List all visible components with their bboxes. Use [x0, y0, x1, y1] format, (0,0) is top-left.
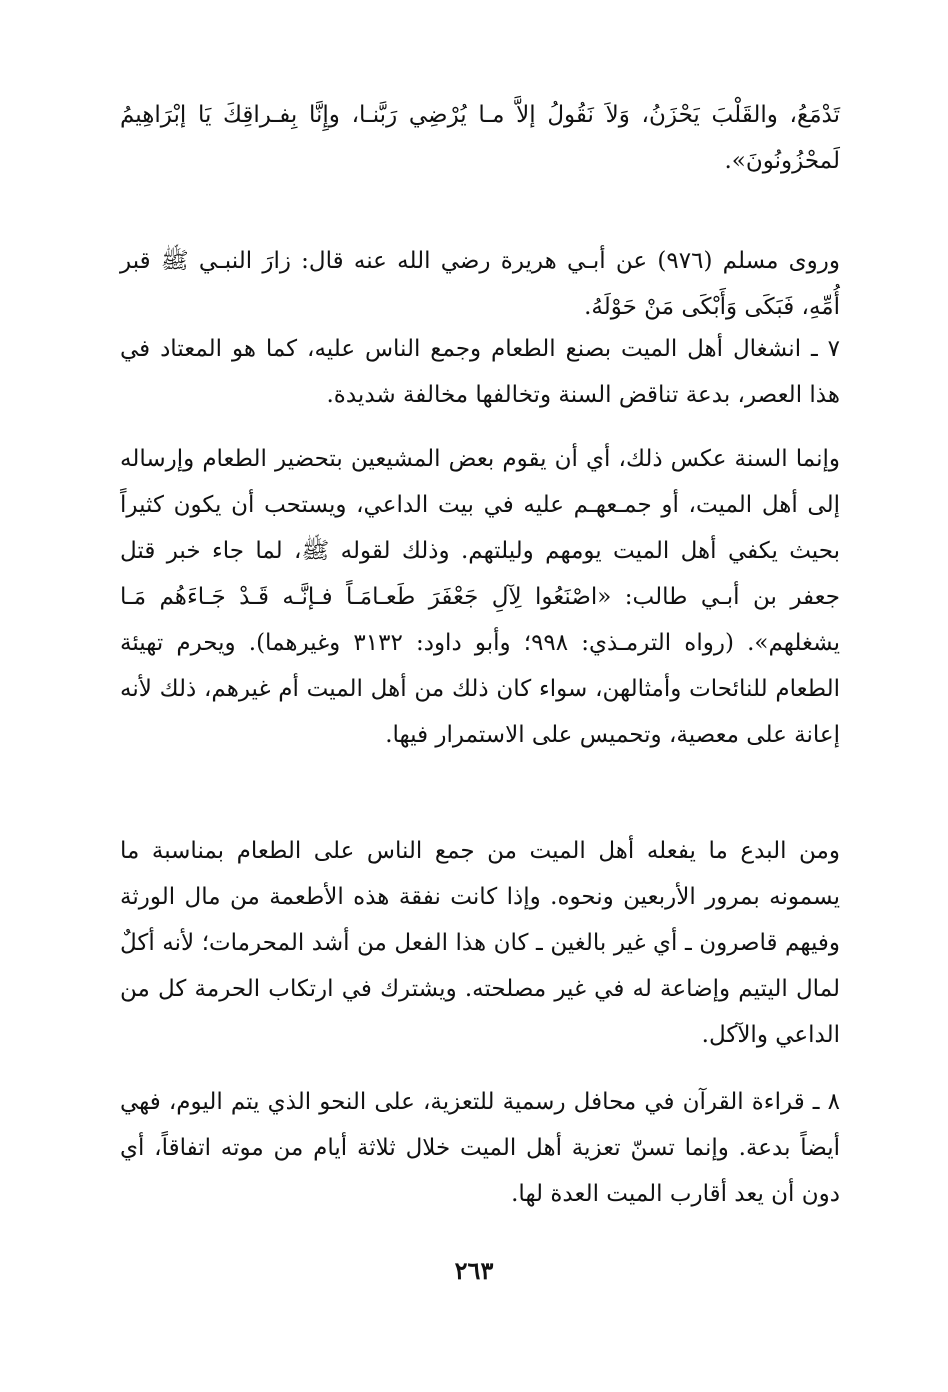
paragraph-text: ٨ ـ قراءة القرآن في محافل رسمية للتعزية، على النحو الذي يتم اليوم، فهي أيضاً بدعة. وإنما تسنّ تعزية أهل الميت خلال ثلاثة أيام من موته اتفاقاً، أي دون أن يعد أقارب الميت العدة لها.	[120, 1089, 840, 1207]
paragraph-item-8	[120, 1079, 840, 1217]
paragraph-innovations	[120, 828, 840, 1058]
paragraph-text: تَدْمَعُ، والقَلْبَ يَحْزَنُ، وَلاَ نَقُولُ إلاَّ مـا يُرْضِي رَبَّنـا، وإِنَّا بِفـراقِكَ يَا إبْرَاهِيمُ لَمحْزُونُونَ».	[120, 102, 840, 174]
paragraph-text: ٧ ـ انشغال أهل الميت بصنع الطعام وجمع الناس عليه، كما هو المعتاد في هذا العصر، بدعة تناقض السنة وتخالفها مخالفة شديدة.	[120, 336, 840, 408]
paragraph-text: ومن البدع ما يفعله أهل الميت من جمع الناس على الطعام بمناسبة ما يسمونه بمرور الأربعين ونحوه. وإذا كانت نفقة هذه الأطعمة من مال الورثة وفيهم قاصرون ـ أي غير بالغين ـ كان هذا الفعل من أشد المحرمات؛ لأنه أكلٌ لمال اليتيم وإضاعة له في غير مصلحته. ويشترك في ارتكاب الحرمة كل من الداعي والآكل.	[120, 838, 840, 1048]
paragraph-muslim-narration	[120, 238, 840, 330]
paragraph-text: وإنما السنة عكس ذلك، أي أن يقوم بعض المشيعين بتحضير الطعام وإرساله إلى أهل الميت، أو جمـعهـم عليه في بيت الداعي، ويستحب أن يكون كثيراً بحيث يكفي أهل الميت يومهم وليلتهم. وذلك لقوله ﷺ، لما جاء خبر قتل جعفر بن أبـي طالب: «اصْنَعُوا لِآلِ جَعْفَرَ طَعـامَـاً فـإنَّـه قَـدْ جَـاءَهُم مَـا يشغلهم». (رواه الترمـذي: ٩٩٨؛ وأبو داود: ٣١٣٢ وغيرهما). ويحرم تهيئة الطعام للنائحات وأمثالهن، سواء كان ذلك من أهل الميت أم غيرهم، ذلك لأنه إعانة على معصية، وتحميس على الاستمرار فيها.	[120, 446, 840, 748]
paragraph-hadith-continuation	[120, 92, 840, 184]
paragraph-text: وروى مسلم (٩٧٦) عن أبـي هريرة رضي الله عنه قال: زارَ النبـي ﷺ قبر أُمِّهِ، فَبَكَى وَأَبْكَى مَنْ حَوْلَهُ.	[120, 248, 840, 320]
page-number: ٢٦٣	[454, 1256, 494, 1285]
paragraph-sunnah	[120, 436, 840, 758]
paragraph-item-7	[120, 326, 840, 418]
